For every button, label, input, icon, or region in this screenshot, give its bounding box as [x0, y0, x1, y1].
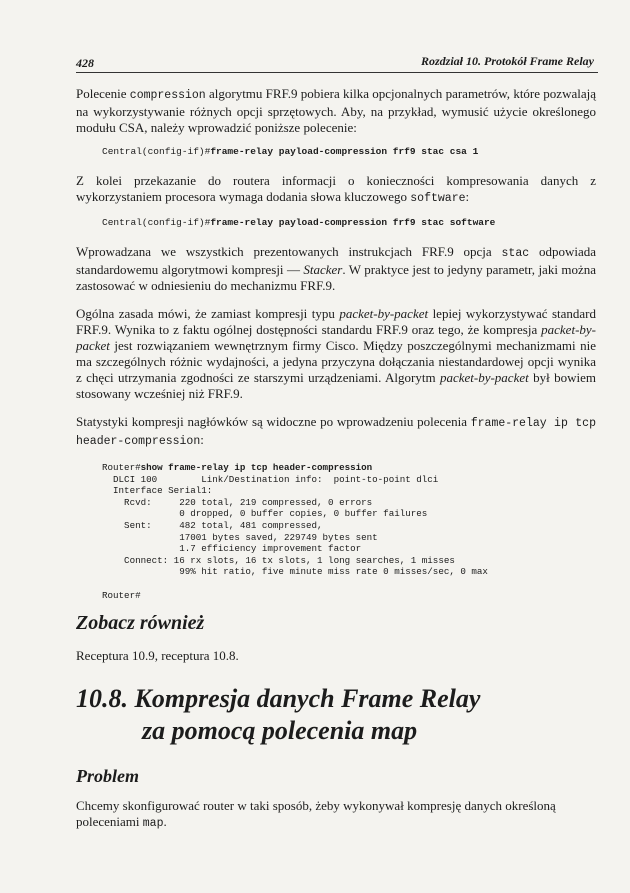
paragraph-stac-option: Wprowadzana we wszystkich prezentowanych instrukcjach FRF.9 opcja stac odpowiada standardowemu algorytmowi kompresji — Stacker. W praktyce jest to jedyny parametr, jaki można zastosować w odniesieniu do mechanizmu FRF.9. — [76, 244, 596, 293]
page-header — [76, 52, 598, 73]
running-head: Rozdział 10. Protokół Frame Relay — [420, 54, 594, 68]
problem-text: Chcemy skonfigurować router w taki sposób, żeby wykonywał kompresję danych określoną poleceniami map. — [76, 798, 556, 830]
see-also-references: Receptura 10.9, receptura 10.8. — [76, 648, 239, 663]
see-also-heading: Zobacz również — [76, 612, 205, 634]
command-example-csa: Central(config-if)#frame-relay payload-compression frf9 stac csa 1 — [102, 146, 479, 157]
problem-heading: Problem — [76, 766, 139, 786]
paragraph-statistics: Statystyki kompresji nagłówków są widoczne po wprowadzeniu polecenia frame-relay ip tcp header-compression: — [76, 414, 596, 448]
page-number: 428 — [76, 56, 94, 70]
paragraph-software-keyword: Z kolei przekazanie do routera informacji o konieczności kompresowania danych z wykorzystaniem procesora wymaga dodania słowa kluczowego software: — [76, 173, 596, 205]
paragraph-general-rule: Ogólna zasada mówi, że zamiast kompresji typu packet-by-packet lepiej wykorzystywać standard FRF.9. Wynika to z faktu ogólnej dostępności standardu FRF.9 oraz tego, że kompresja packet-by-packet jest rozwiązaniem wewnętrznym firmy Cisco. Między poszczególnymi mechanizmami nie ma szczególnych różnic wydajności, a jedyna przyczyna dołączania niestandardowej opcji wynika z chęci utrzymania zgodności ze starszymi urządzeniami. Algorytm packet-by-packet był bowiem stosowany wcześniej niż FRF.9. — [76, 306, 597, 401]
paragraph-compression-params: Polecenie compression algorytmu FRF.9 pobiera kilka opcjonalnych parametrów, które pozwalają na wykorzystywanie różnych opcji sprzętowych. Aby, na przykład, wymusić użycie określonego modułu CSA, należy wprowadzić poniższe polecenie: — [76, 86, 596, 135]
command-output: Router#show frame-relay ip tcp header-compression DLCI 100 Link/Destination info: point-to-point dlci Interface Serial1: Rcvd: 220 total, 219 compressed, 0 errors 0 dropped, 0 buffer copies, 0 buffer failures Sent: 482 total, 481 compressed, 17001 bytes saved, 229749 bytes sent 1.7 efficiency improvement factor Connect: 16 rx slots, 16 tx slots, 1 long searches, 1 misses 99% hit ratio, five minute miss rate 0 misses/sec, 0 max Router# — [102, 462, 488, 601]
section-title: 10.8. Kompresja danych Frame Relay za pomocą polecenia map — [76, 684, 481, 745]
command-example-software: Central(config-if)#frame-relay payload-compression frf9 stac software — [102, 217, 496, 228]
main-body — [76, 86, 596, 601]
